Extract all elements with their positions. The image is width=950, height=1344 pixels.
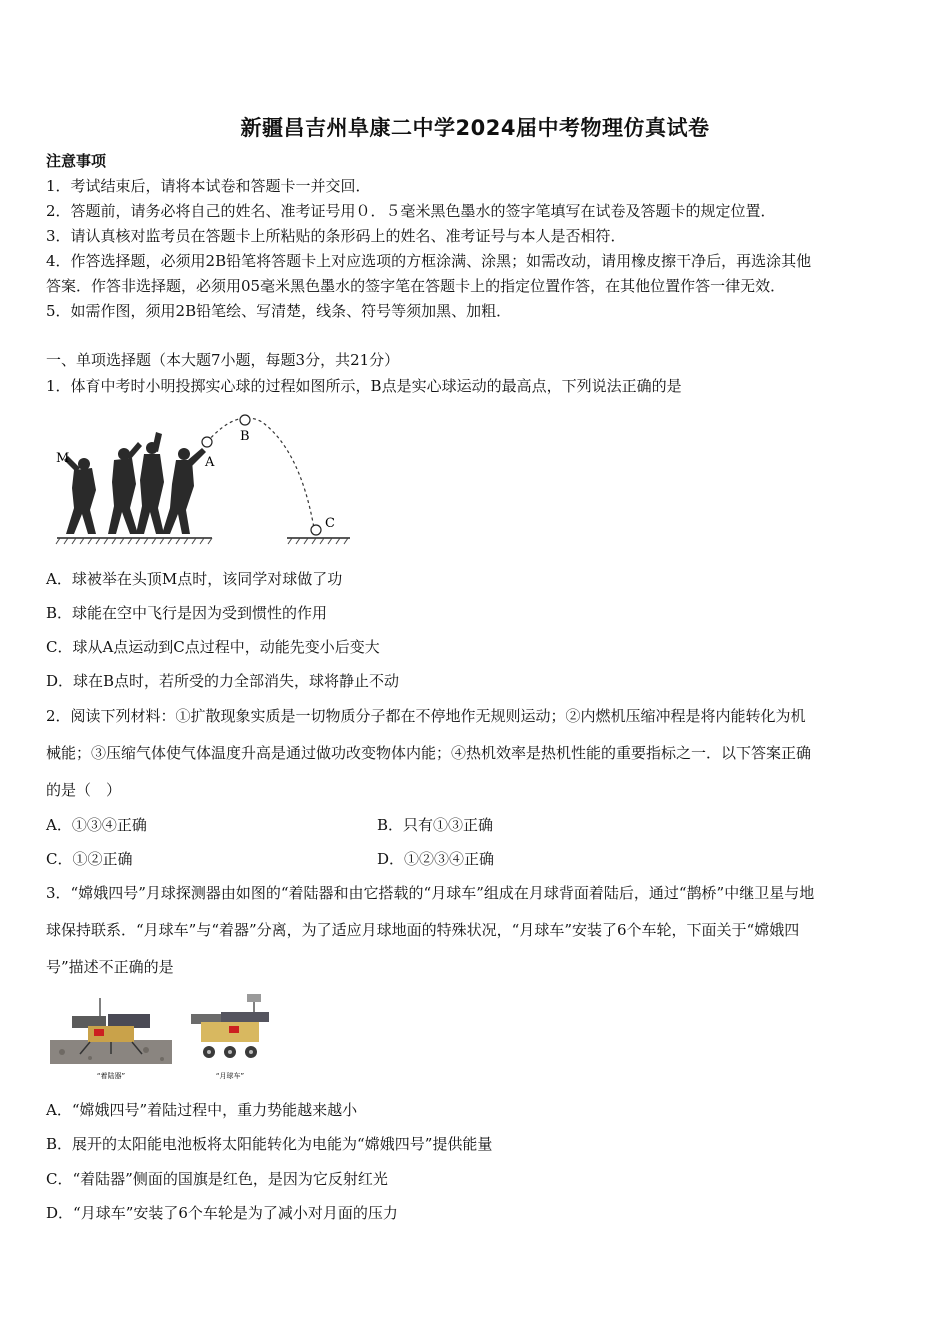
question-2-stem-line: 2．阅读下列材料：①扩散现象实质是一切物质分子都在不停地作无规则运动；②内燃机压缩冲程是将内能转化为机 <box>46 707 806 725</box>
q1-option-d: D．球在B点时，若所受的力全部消失，球将静止不动 <box>46 672 400 690</box>
q2-option-b: B．只有①③正确 <box>377 816 494 834</box>
athlete-silhouettes <box>64 432 206 534</box>
question-3-stem-line: 号”描述不正确的是 <box>46 958 174 976</box>
q3-option-c: C．“着陆器”侧面的国旗是红色，是因为它反射红光 <box>46 1170 388 1188</box>
rover-image <box>185 990 275 1084</box>
label-m: M <box>56 451 70 466</box>
q3-option-a: A．“嫦娥四号”着陆过程中，重力势能越来越小 <box>46 1101 358 1119</box>
notice-item: 答案．作答非选择题，必须用05毫米黑色墨水的签字笔在答题卡上的指定位置作答，在其他位置作答一律无效． <box>46 277 786 295</box>
question-1-stem: 1．体育中考时小明投掷实心球的过程如图所示，B点是实心球运动的最高点，下列说法正确的是 <box>46 377 682 395</box>
q2-option-c: C．①②正确 <box>46 850 133 868</box>
notice-item: 5．如需作图，须用2B铅笔绘、写清楚，线条、符号等须加黑、加粗． <box>46 302 512 320</box>
q1-option-c: C．球从A点运动到C点过程中，动能先变小后变大 <box>46 638 380 656</box>
notice-item: 4．作答选择题，必须用2B铅笔将答题卡上对应选项的方框涂满、涂黑；如需改动，请用橡皮擦干净后，再选涂其他 <box>46 252 812 270</box>
q1-option-b: B．球能在空中飞行是因为受到惯性的作用 <box>46 604 328 622</box>
ball-trajectory <box>207 418 314 528</box>
question-3-stem-line: 球保持联系．“月球车”与“着器”分离，为了适应月球地面的特殊状况，“月球车”安装了6个车轮，下面关于“嫦娥四 <box>46 921 800 939</box>
notice-item: 1．考试结束后，请将本试卷和答题卡一并交回． <box>46 177 371 195</box>
section-heading: 一、单项选择题（本大题7小题，每题3分，共21分） <box>46 351 400 369</box>
notice-item: 2．答题前，请务必将自己的姓名、准考证号用０．５毫米黑色墨水的签字笔填写在试卷及答题卡的规定位置． <box>46 202 776 220</box>
question-2-stem-line: 的是（ ） <box>46 781 122 799</box>
rover-caption: “月球车” <box>215 1072 245 1080</box>
ball-point-a <box>202 437 212 447</box>
question-3-stem-line: 3．“嫦娥四号”月球探测器由如图的“着陆器和由它搭载的“月球车”组成在月球背面着陆后，通过“鹊桥”中继卫星与地 <box>46 884 815 902</box>
q3-option-b: B．展开的太阳能电池板将太阳能转化为电能为“嫦娥四号”提供能量 <box>46 1135 493 1153</box>
q1-option-a: A．球被举在头顶M点时，该同学对球做了功 <box>46 570 343 588</box>
shot-put-figure <box>52 410 352 550</box>
q2-option-d: D．①②③④正确 <box>377 850 495 868</box>
ball-point-b <box>240 415 250 425</box>
q3-option-d: D．“月球车”安装了6个车轮是为了减小对月面的压力 <box>46 1204 398 1222</box>
label-b: B <box>240 429 250 444</box>
q2-option-a: A．①③④正确 <box>46 816 147 834</box>
lander-caption: “着陆器” <box>96 1072 126 1080</box>
lander-image <box>50 992 172 1084</box>
label-c: C <box>325 516 335 531</box>
question-2-stem-line: 械能；③压缩气体使气体温度升高是通过做功改变物体内能；④热机效率是热机性能的重要指标之一．以下答案正确 <box>46 744 812 762</box>
exam-title: 新疆昌吉州阜康二中学2024届中考物理仿真试卷 <box>240 116 710 140</box>
notice-item: 3．请认真核对监考员在答题卡上所粘贴的条形码上的姓名、准考证号与本人是否相符． <box>46 227 626 245</box>
ball-point-c <box>311 525 321 535</box>
notice-heading: 注意事项 <box>46 152 107 170</box>
label-a: A <box>205 455 215 470</box>
